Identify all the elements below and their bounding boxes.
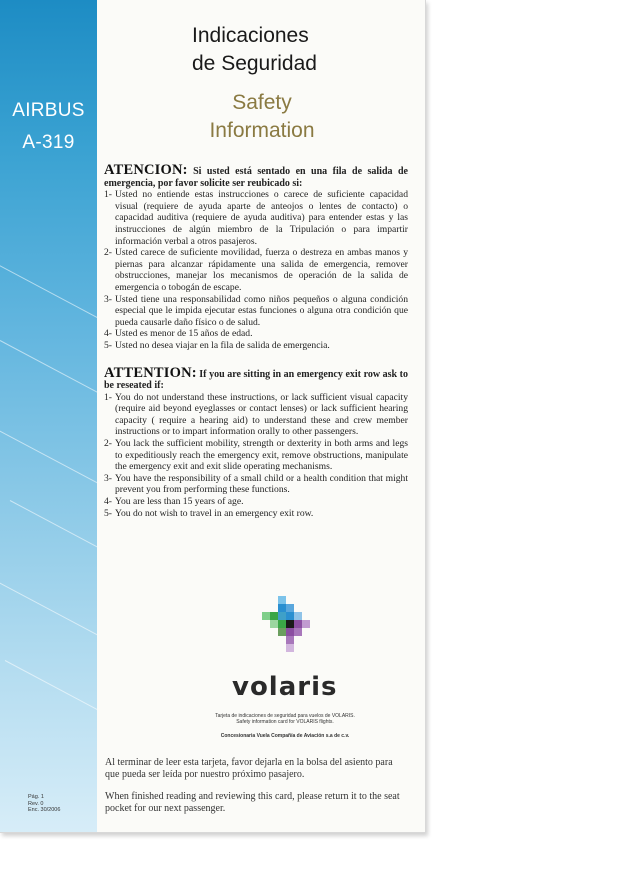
aircraft-make: AIRBUS [12, 100, 85, 121]
edition-date: Enc. 30/2006 [28, 807, 61, 813]
heading-label: ATTENTION: [104, 364, 197, 381]
title-es-line1: Indicaciones [192, 24, 309, 47]
decor-streak [5, 660, 97, 717]
english-heading [104, 364, 408, 392]
list-item: 5- You do not wish to travel in an emergency exit row. [104, 507, 314, 519]
volaris-logo-icon [262, 596, 318, 660]
revision: Rev. 0 [28, 800, 44, 807]
company-name: Concesionaria Vuela Compañía de Aviación s.a de c.v. [220, 733, 350, 739]
title-en-line1: Safety [232, 91, 292, 114]
return-note-english: When finished reading and reviewing this card, please return it to the seat pocket for our next passenger. [105, 791, 400, 814]
list-item: 2- You lack the sufficient mobility, strength or dexterity in both arms and legs to expeditiously reach the emergency exit, remove obstructions, manipulate the emergency exit and exit slide operating mechanisms. [104, 438, 408, 473]
decor-streak [0, 580, 97, 642]
decor-streak [0, 420, 97, 491]
list-item: 4- Usted es menor de 15 años de edad. [104, 328, 253, 340]
list-item: 2- Usted carece de suficiente movilidad, fuerza o destreza en ambas manos y piernas para alcanzar rápidamente una salida de emergencia, remover obstrucciones, manejar los mecanismos de operación de la salida de emergencia o tobogán de escape. [104, 247, 408, 293]
title-es-line2: de Seguridad [192, 52, 317, 75]
heading-intro: If you are sitting in an emergency exit row ask to be reseated if: [104, 368, 408, 392]
heading-intro: Si usted está sentado en una fila de salida de emergencia, por favor solicite ser reubicado si: [104, 166, 408, 189]
list-item: 1- Usted no entiende estas instrucciones o carece de suficiente capacidad visual (requiere de ayuda aparte de anteojos o lentes de contacto) o capacidad auditiva (requiere de ayuda auditiva) para entender estas y las instrucciones de algún miembro de la Tripulación o para impartir información verbal a otros pasajeros. [104, 189, 408, 247]
english-list [104, 392, 408, 520]
list-item: 4- You are less than 15 years of age. [104, 496, 244, 508]
title-spanish [192, 22, 317, 78]
brand-tagline: Tarjeta de indicaciones de seguridad para vuelos de VOLARIS. Safety information card for VOLARIS flights. [215, 713, 355, 725]
spanish-list [104, 189, 408, 351]
decor-streak [10, 500, 97, 553]
aircraft-model: A-319 [22, 132, 75, 153]
list-item: 3- You have the responsibility of a small child or a health condition that might prevent you from performing these functions. [104, 472, 408, 496]
list-item: 5- Usted no desea viajar en la fila de salida de emergencia. [104, 339, 330, 351]
decor-streak [0, 340, 97, 397]
page-info [28, 794, 60, 814]
list-item: 3- Usted tiene una responsabilidad como niños pequeños o alguna condición especial que le impida ejecutar estas funciones o alguna otra condición que pueda causarle daño físico o de salud. [104, 293, 408, 328]
page-number: Pág. 1 [28, 794, 44, 800]
list-item: 1- You do not understand these instructions, or lack sufficient visual capacity (require aid beyond eyeglasses or contact lenses) or lack sufficient hearing capacity ( require a hearing aid) to understand these and crew member instructions or to impart information orally to other passengers. [104, 391, 408, 438]
title-english [192, 89, 332, 145]
instructions-body [104, 162, 408, 519]
heading-label: ATENCION: [104, 162, 188, 178]
title-en-line2: Information [209, 119, 315, 142]
brand-name: volaris [232, 672, 338, 702]
spanish-heading [104, 162, 408, 189]
sidebar-panel [0, 0, 97, 832]
return-note-spanish: Al terminar de leer esta tarjeta, favor dejarla en la bolsa del asiento para que pueda ser leída por nuestro próximo pasajero. [105, 757, 393, 780]
decor-streak [0, 260, 97, 327]
